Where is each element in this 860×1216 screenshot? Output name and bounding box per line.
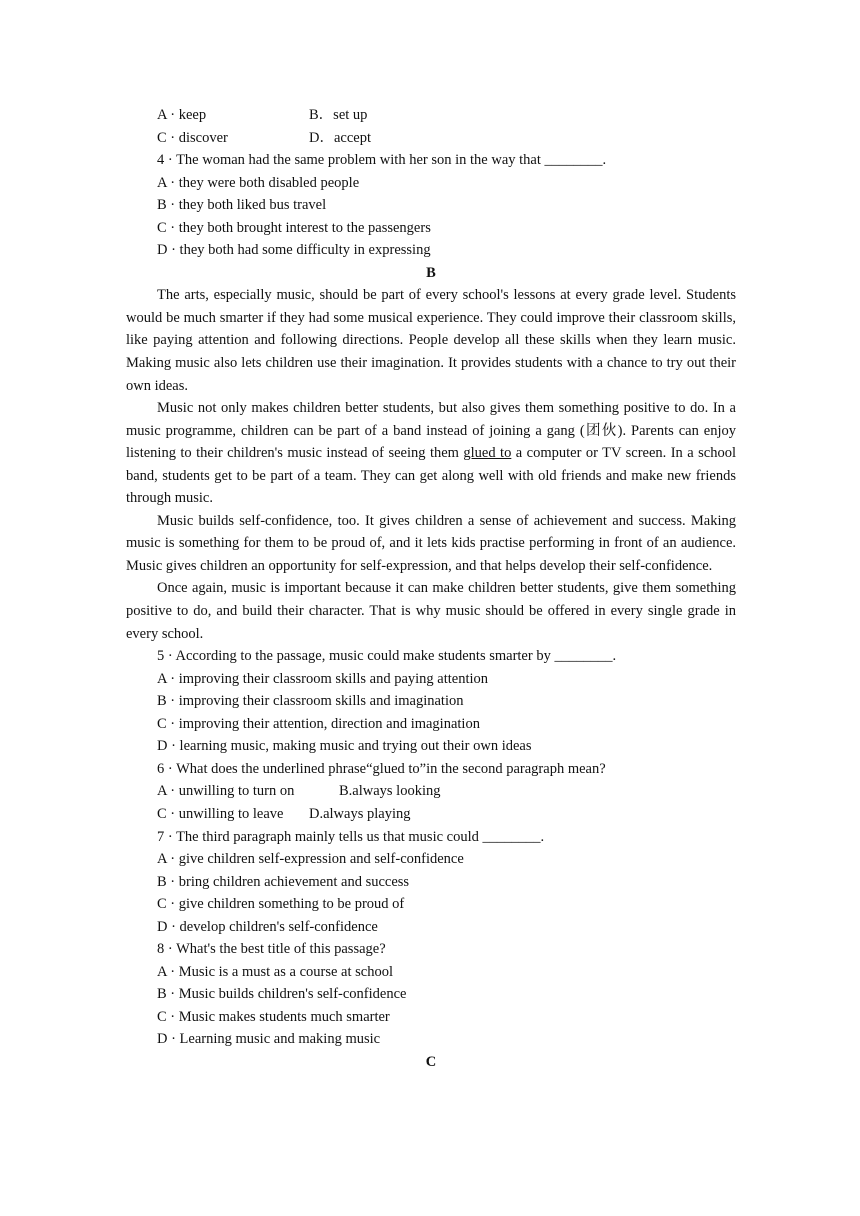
q8-stem: 8 · What's the best title of this passage? [157, 941, 386, 958]
q3-option-b: B．set up [309, 107, 368, 123]
q5-stem: 5 · According to the passage, music could make students smarter by ________. [157, 648, 617, 665]
q6-option-c: C · unwilling to leave [157, 805, 284, 822]
q5-option-b: B · improving their classroom skills and imagination [157, 693, 464, 710]
q3-option-c: C · discover [157, 129, 228, 146]
q8-option-c: C · Music makes students much smarter [157, 1008, 390, 1025]
q4-stem: 4 · The woman had the same problem with her son in the way that ________. [157, 152, 607, 169]
q6-option-a: A · unwilling to turn on [157, 783, 295, 800]
q3-options-row-2 [126, 127, 736, 150]
q4-option-c: C · they both brought interest to the passengers [157, 219, 431, 236]
q7-stem: 7 · The third paragraph mainly tells us that music could ________. [157, 828, 545, 845]
q8-option-b: B · Music builds children's self‑confidence [157, 986, 407, 1003]
q5-option-d: D · learning music, making music and trying out their own ideas [157, 738, 532, 755]
section-b-heading: B [426, 264, 436, 281]
q4-option-b: B · they both liked bus travel [157, 197, 327, 214]
underlined-phrase-glued-to: glued to [463, 445, 512, 462]
document-page [126, 104, 736, 1074]
q3-option-d: D．accept [309, 129, 371, 146]
passage-paragraph-3: Music builds self‑confidence, too. It gives children a sense of achievement and success. Making music is something for them to be proud of, and it lets kids practise performing in front of an audience. Music gives children an opportunity for self-expression, and that helps develop their self‑confidence. [126, 512, 736, 574]
q7-option-d: D · develop children's self‑confidence [157, 918, 378, 935]
q6-option-b: B.always looking [339, 783, 441, 800]
q6-option-d: D.always playing [309, 805, 411, 822]
q7-option-b: B · bring children achievement and success [157, 873, 410, 890]
passage-paragraph-4: Once again, music is important because it can make children better students, give them something positive to do, and build their character. That is why music should be offered in every single grade in every school. [126, 580, 736, 642]
q8-option-a: A · Music is a must as a course at school [157, 963, 393, 980]
paragraph-2-text-end: a computer or TV screen. In a school band, students get to be part of a team. They can get along well with old friends and make new friends through music. [126, 445, 736, 507]
section-c-heading: C [425, 1053, 437, 1070]
q6-stem: 6 · What does the underlined phrase“glued to”in the second paragraph mean? [157, 760, 606, 777]
q6-options-row-2 [126, 803, 736, 826]
q4-option-a: A · they were both disabled people [157, 174, 360, 191]
q3-option-a: A · keep [157, 107, 207, 123]
paragraph-2-text-start: Music not only makes children better students, but also gives them something positive to do. In a music programme, children can be part of a band instead of joining a gang (团伙). Parents can enjoy listening to their children's music instead of seeing them [126, 400, 736, 462]
q3-options-row-1 [126, 104, 736, 127]
q7-option-a: A · give children self-expression and self-confidence [157, 851, 464, 868]
q5-option-a: A · improving their classroom skills and paying attention [157, 670, 489, 687]
passage-paragraph-1: The arts, especially music, should be part of every school's lessons at every grade level. Students would be much smarter if they had some musical experience. They could improve their classroom skills, like paying attention and following directions. People develop all these skills when they learn music. Making music also lets children use their imagination. It provides students with a chance to try out their own ideas. [126, 287, 736, 394]
q6-options-row-1 [126, 780, 736, 803]
q7-option-c: C · give children something to be proud of [157, 896, 405, 913]
q5-option-c: C · improving their attention, direction and imagination [157, 715, 480, 732]
q4-option-d: D · they both had some difficulty in expressing [157, 242, 431, 259]
passage-paragraph-2 [126, 397, 736, 510]
q8-option-d: D · Learning music and making music [157, 1031, 381, 1048]
